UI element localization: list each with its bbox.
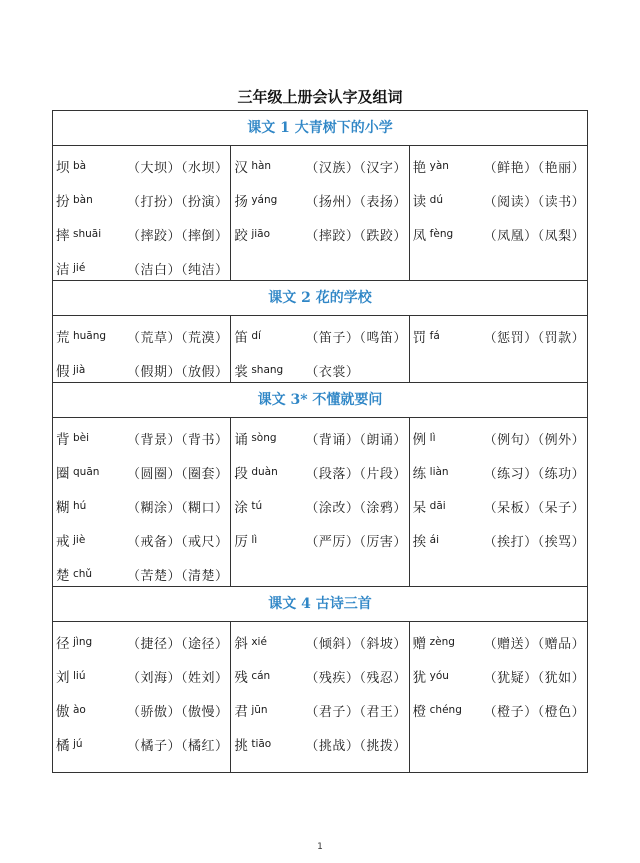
entry-character: 洁 (56, 262, 70, 278)
entry-character: 径 (56, 636, 70, 652)
entry-pinyin: zèng (429, 636, 455, 648)
entry-character: 斜 (234, 636, 248, 652)
entry-pinyin: jú (73, 738, 83, 750)
entry-pinyin: dāi (429, 500, 446, 512)
entry-words: （背景）（背书） (127, 432, 229, 448)
entry-character: 扬 (234, 194, 248, 210)
lesson-body (53, 418, 587, 587)
entry-words: （糊涂）（糊口） (127, 500, 229, 516)
entry-character: 荒 (56, 330, 70, 346)
entry-pinyin: shang (251, 364, 284, 376)
entry-pinyin: dú (429, 194, 443, 206)
vocab-entry (234, 455, 408, 489)
entry-character: 假 (56, 364, 70, 380)
vocab-entry (413, 149, 587, 183)
entry-character: 残 (234, 670, 248, 686)
entry-pinyin: liú (73, 670, 86, 682)
entry-character: 凤 (412, 228, 427, 244)
entry-character: 君 (234, 704, 248, 720)
entry-character: 戒 (56, 534, 70, 550)
vocab-entry (413, 183, 587, 217)
entry-pinyin: yóu (429, 670, 449, 682)
lesson-column (53, 622, 231, 772)
entry-words: （骄傲）（傲慢） (127, 704, 229, 720)
entry-character: 橘 (56, 738, 70, 754)
vocab-table (52, 110, 588, 773)
entry-words: （苦楚）（清楚） (127, 568, 229, 584)
vocab-entry (234, 353, 408, 387)
entry-character: 涂 (234, 500, 248, 516)
entry-character: 跤 (234, 228, 248, 244)
entry-character: 诵 (234, 432, 248, 448)
lesson-column (53, 316, 231, 382)
lesson-section (53, 281, 587, 383)
entry-pinyin: sòng (251, 432, 277, 444)
entry-words: （惩罚）（罚款） (483, 330, 586, 346)
entry-words: （涂改）（涂鸦） (305, 500, 407, 516)
vocab-entry (413, 319, 587, 353)
entry-pinyin: jié (73, 262, 86, 274)
entry-character: 坝 (56, 160, 70, 176)
vocab-entry (234, 523, 408, 557)
entry-words: （段落）（片段） (305, 466, 407, 482)
entry-pinyin: lì (251, 534, 258, 546)
vocab-entry (234, 489, 408, 523)
entry-pinyin: fèng (429, 228, 454, 240)
entry-character: 赠 (412, 636, 427, 652)
entry-words: （假期）（放假） (127, 364, 229, 380)
entry-words: （扬州）（表扬） (305, 194, 407, 210)
entry-character: 罚 (412, 330, 427, 346)
entry-words: （橙子）（橙色） (483, 704, 586, 720)
entry-words: （严厉）（厉害） (305, 534, 407, 550)
entry-character: 厉 (234, 534, 248, 550)
entry-pinyin: jià (73, 364, 86, 376)
lesson-section (53, 383, 587, 587)
entry-character: 练 (412, 466, 427, 482)
lesson-column (231, 146, 409, 280)
entry-words: （摔跤）（跌跤） (305, 228, 407, 244)
entry-pinyin: lì (429, 432, 436, 444)
entry-character: 摔 (56, 228, 70, 244)
vocab-entry (234, 217, 408, 251)
lesson-column (410, 418, 587, 586)
entry-pinyin: tú (251, 500, 263, 512)
vocab-entry (56, 251, 230, 285)
entry-character: 汉 (234, 160, 248, 176)
page-title: 三年级上册会认字及组词 (237, 88, 403, 106)
entry-words: （赠送）（赠品） (483, 636, 586, 652)
vocab-entry (56, 727, 230, 761)
entry-words: （洁白）（纯洁） (127, 262, 229, 278)
lesson-section (53, 587, 587, 772)
entry-words: （打扮）（扮演） (127, 194, 229, 210)
entry-character: 读 (412, 194, 427, 210)
entry-pinyin: cán (251, 670, 271, 682)
entry-character: 刘 (56, 670, 70, 686)
vocab-entry (56, 455, 230, 489)
vocab-entry (234, 421, 408, 455)
entry-character: 傲 (56, 704, 70, 720)
entry-pinyin: chéng (429, 704, 462, 716)
lesson-title: 课文 1 大青树下的小学 (53, 111, 587, 146)
vocab-entry (234, 183, 408, 217)
vocab-entry (56, 557, 230, 591)
entry-words: （阅读）（读书） (483, 194, 586, 210)
lesson-column (231, 316, 409, 382)
entry-character: 艳 (412, 160, 427, 176)
lesson-column (410, 146, 587, 280)
entry-character: 楚 (56, 568, 70, 584)
entry-words: （汉族）（汉字） (305, 160, 407, 176)
lesson-title: 课文 3* 不懂就要问 (53, 383, 587, 418)
vocab-entry (413, 421, 587, 455)
entry-words: （衣裳） (305, 364, 360, 380)
entry-pinyin: hú (73, 500, 87, 512)
lesson-column (410, 622, 587, 772)
entry-words: （捷径）（途径） (127, 636, 229, 652)
entry-pinyin: fá (429, 330, 440, 342)
entry-words: （大坝）（水坝） (127, 160, 229, 176)
vocab-entry (413, 489, 587, 523)
entry-character: 背 (56, 432, 70, 448)
entry-words: （挑战）（挑拨） (305, 738, 407, 754)
entry-words: （背诵）（朗诵） (305, 432, 407, 448)
entry-pinyin: bà (73, 160, 87, 172)
entry-words: （鲜艳）（艳丽） (483, 160, 586, 176)
vocab-entry (413, 455, 587, 489)
entry-character: 段 (234, 466, 248, 482)
entry-character: 圈 (56, 466, 70, 482)
vocab-entry (413, 523, 587, 557)
entry-character: 橙 (412, 704, 427, 720)
lesson-column (53, 418, 231, 586)
entry-words: （戒备）（戒尺） (127, 534, 229, 550)
entry-pinyin: yàn (429, 160, 449, 172)
entry-pinyin: yáng (251, 194, 278, 206)
entry-pinyin: liàn (429, 466, 449, 478)
vocab-entry (56, 421, 230, 455)
lesson-column (231, 418, 409, 586)
vocab-entry (56, 523, 230, 557)
lesson-column (410, 316, 587, 382)
entry-words: （犹疑）（犹如） (483, 670, 586, 686)
entry-words: （橘子）（橘红） (127, 738, 229, 754)
entry-words: （摔跤）（摔倒） (127, 228, 229, 244)
entry-pinyin: ái (429, 534, 440, 546)
entry-words: （君子）（君王） (305, 704, 407, 720)
entry-pinyin: quān (73, 466, 100, 478)
vocab-entry (234, 659, 408, 693)
vocab-entry (56, 319, 230, 353)
entry-pinyin: shuāi (73, 228, 102, 240)
entry-words: （笛子）（鸣笛） (305, 330, 407, 346)
entry-pinyin: jìng (73, 636, 93, 648)
vocab-entry (234, 149, 408, 183)
vocab-entry (234, 693, 408, 727)
entry-words: （荒草）（荒漠） (127, 330, 229, 346)
entry-character: 犹 (412, 670, 427, 686)
vocab-entry (234, 319, 408, 353)
entry-words: （呆板）（呆子） (483, 500, 586, 516)
lesson-title: 课文 4 古诗三首 (53, 587, 587, 622)
entry-pinyin: jūn (251, 704, 268, 716)
entry-character: 例 (412, 432, 427, 448)
entry-pinyin: ào (73, 704, 86, 716)
vocab-entry (56, 149, 230, 183)
entry-pinyin: jiè (73, 534, 86, 546)
entry-pinyin: xié (251, 636, 267, 648)
vocab-entry (56, 353, 230, 387)
entry-words: （圆圈）（圈套） (127, 466, 229, 482)
entry-pinyin: bèi (73, 432, 90, 444)
vocab-entry (234, 727, 408, 761)
entry-pinyin: hàn (251, 160, 272, 172)
vocab-entry (413, 625, 587, 659)
entry-character: 裳 (234, 364, 248, 380)
entry-character: 呆 (412, 500, 427, 516)
vocab-entry (56, 489, 230, 523)
entry-character: 扮 (56, 194, 70, 210)
entry-character: 挨 (412, 534, 427, 550)
page-number: 1 (317, 842, 323, 852)
entry-words: （倾斜）（斜坡） (305, 636, 407, 652)
entry-words: （凤凰）（凤梨） (483, 228, 586, 244)
entry-pinyin: duàn (251, 466, 278, 478)
entry-words: （例句）（例外） (483, 432, 586, 448)
vocab-entry (413, 659, 587, 693)
lesson-body (53, 146, 587, 281)
entry-character: 笛 (234, 330, 248, 346)
entry-pinyin: jiāo (251, 228, 271, 240)
entry-character: 糊 (56, 500, 70, 516)
entry-words: （挨打）（挨骂） (483, 534, 586, 550)
vocab-entry (234, 625, 408, 659)
vocab-entry (56, 625, 230, 659)
entry-words: （残疾）（残忍） (305, 670, 407, 686)
entry-pinyin: dí (251, 330, 261, 342)
entry-character: 挑 (234, 738, 248, 754)
entry-words: （练习）（练功） (483, 466, 586, 482)
vocab-entry (56, 217, 230, 251)
lesson-column (231, 622, 409, 772)
entry-words: （刘海）（姓刘） (127, 670, 229, 686)
lesson-title: 课文 2 花的学校 (53, 281, 587, 316)
lesson-body (53, 316, 587, 383)
vocab-entry (56, 693, 230, 727)
vocab-entry (56, 659, 230, 693)
vocab-entry (56, 183, 230, 217)
vocab-entry (413, 217, 587, 251)
lesson-section (53, 111, 587, 281)
lesson-column (53, 146, 231, 280)
entry-pinyin: bàn (73, 194, 93, 206)
entry-pinyin: chǔ (73, 568, 93, 580)
lesson-body (53, 622, 587, 772)
entry-pinyin: tiāo (251, 738, 272, 750)
entry-pinyin: huāng (73, 330, 107, 342)
vocab-entry (413, 693, 587, 727)
